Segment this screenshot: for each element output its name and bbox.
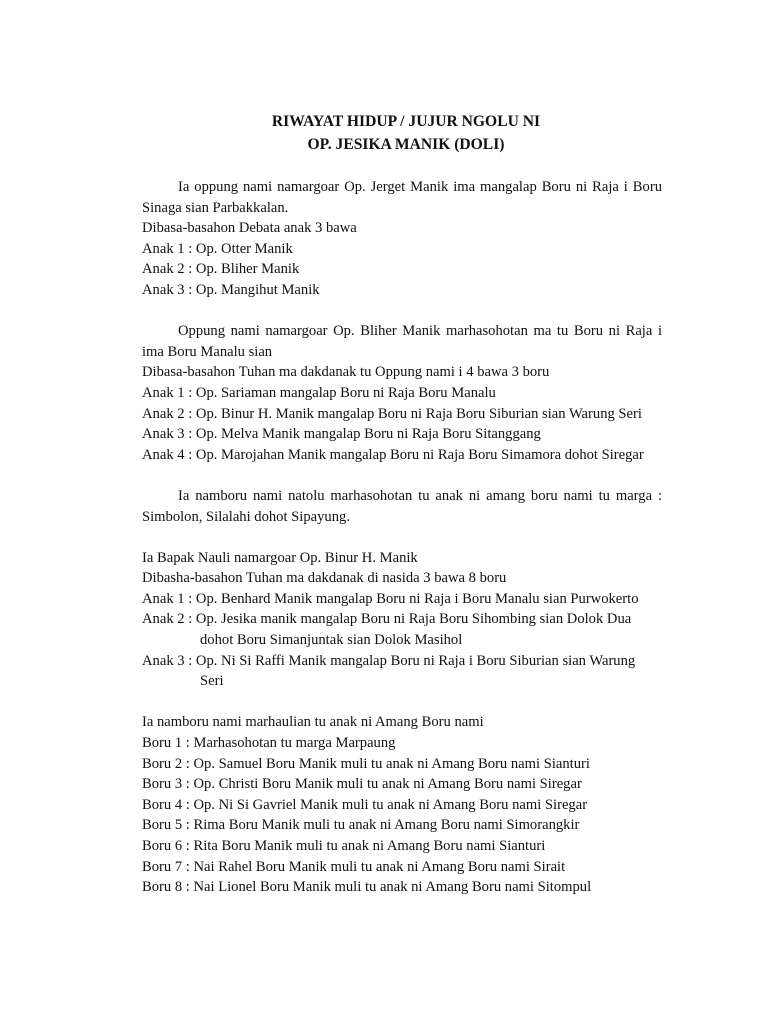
section-grandfather bbox=[142, 177, 662, 301]
section1-intro: Ia oppung nami namargoar Op. Jerget Manik ima mangalap Boru ni Raja i Boru Sinaga sian Parbakkalan. bbox=[142, 179, 662, 216]
document-title bbox=[142, 110, 662, 156]
spacer bbox=[142, 301, 662, 322]
section4-child-3: Anak 3 : Op. Ni Si Raffi Manik mangalap Boru ni Raja i Boru Siburian sian Warung bbox=[142, 652, 636, 669]
spacer bbox=[142, 465, 662, 486]
section4-child-2-cont: dohot Boru Simanjuntak sian Dolok Masihol bbox=[200, 632, 463, 649]
section4-line-2: Dibasha-basahon Tuhan ma dakdanak di nasida 3 bawa 8 boru bbox=[142, 570, 507, 587]
section5-daughter-6: Boru 6 : Rita Boru Manik muli tu anak ni Amang Boru nami Sianturi bbox=[142, 838, 546, 854]
section1-child-2: Anak 2 : Op. Bliher Manik bbox=[142, 261, 300, 278]
section4-child-2: Anak 2 : Op. Jesika manik mangalap Boru ni Raja Boru Sihombing sian Dolok Dua bbox=[142, 611, 632, 628]
section4-line-1: Ia Bapak Nauli namargoar Op. Binur H. Manik bbox=[142, 549, 418, 566]
section1-child-3: Anak 3 : Op. Mangihut Manik bbox=[142, 281, 320, 298]
section1-line: Dibasa-basahon Debata anak 3 bawa bbox=[142, 220, 357, 237]
title-line-1: RIWAYAT HIDUP / JUJUR NGOLU NI bbox=[271, 113, 541, 130]
section-binur bbox=[142, 548, 662, 692]
section4-child-1: Anak 1 : Op. Benhard Manik mangalap Boru ni Raja i Boru Manalu sian Purwokerto bbox=[142, 590, 639, 607]
section2-child-1: Anak 1 : Op. Sariaman mangalap Boru ni Raja Boru Manalu bbox=[142, 384, 496, 401]
section2-child-3: Anak 3 : Op. Melva Manik mangalap Boru ni Raja Boru Sitanggang bbox=[142, 426, 541, 443]
section2-intro: Oppung nami namargoar Op. Bliher Manik marhasohotan ma tu Boru ni Raja i ima Boru Manalu sian bbox=[142, 323, 662, 360]
title-line-2: OP. JESIKA MANIK (DOLI) bbox=[307, 136, 505, 153]
section5-daughter-8: Boru 8 : Nai Lionel Boru Manik muli tu anak ni Amang Boru nami Sitompul bbox=[142, 879, 592, 896]
section2-line: Dibasa-basahon Tuhan ma dakdanak tu Oppung nami i 4 bawa 3 boru bbox=[142, 364, 550, 381]
section5-daughter-3: Boru 3 : Op. Christi Boru Manik muli tu anak ni Amang Boru nami Siregar bbox=[142, 776, 582, 793]
section-bliher bbox=[142, 321, 662, 465]
section2-child-4: Anak 4 : Op. Marojahan Manik mangalap Boru ni Raja Boru Simamora dohot Siregar bbox=[142, 446, 644, 463]
section5-daughter-7: Boru 7 : Nai Rahel Boru Manik muli tu anak ni Amang Boru nami Sirait bbox=[142, 858, 566, 875]
section4-child-3-cont: Seri bbox=[200, 673, 224, 690]
spacer bbox=[142, 527, 662, 548]
section2-child-2: Anak 2 : Op. Binur H. Manik mangalap Boru ni Raja Boru Siburian sian Warung Seri bbox=[142, 405, 642, 422]
section5-line: Ia namboru nami marhaulian tu anak ni Amang Boru nami bbox=[142, 714, 484, 731]
section-daughters bbox=[142, 712, 662, 897]
section5-daughter-2: Boru 2 : Op. Samuel Boru Manik muli tu anak ni Amang Boru nami Sianturi bbox=[142, 755, 590, 772]
spacer bbox=[142, 692, 662, 713]
section3-intro: Ia namboru nami natolu marhasohotan tu anak ni amang boru nami tu marga : Simbolon, Silalahi dohot Sipayung. bbox=[142, 487, 662, 525]
section5-daughter-1: Boru 1 : Marhasohotan tu marga Marpaung bbox=[142, 735, 396, 752]
section1-child-1: Anak 1 : Op. Otter Manik bbox=[142, 240, 293, 257]
section-namboru bbox=[142, 486, 662, 527]
section5-daughter-4: Boru 4 : Op. Ni Si Gavriel Manik muli tu anak ni Amang Boru nami Siregar bbox=[142, 796, 588, 813]
section5-daughter-5: Boru 5 : Rima Boru Manik muli tu anak ni Amang Boru nami Simorangkir bbox=[142, 817, 580, 834]
document-page bbox=[142, 110, 662, 898]
